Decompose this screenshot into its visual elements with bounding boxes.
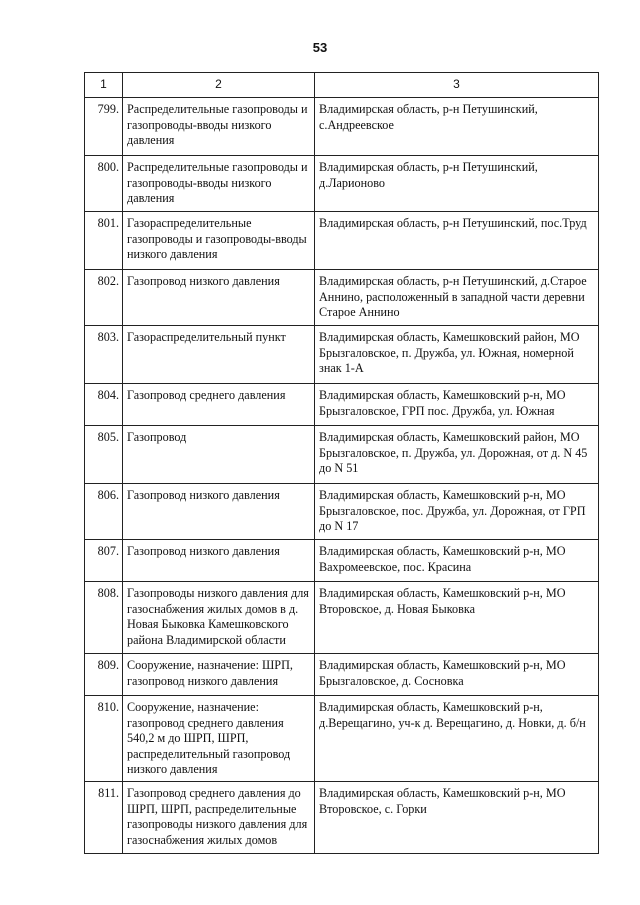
row-number: 805. <box>85 426 123 484</box>
row-number: 802. <box>85 270 123 326</box>
object-address: Владимирская область, Камешковский р-н, МО Второвское, с. Горки <box>315 782 599 854</box>
row-number: 801. <box>85 212 123 270</box>
row-number: 806. <box>85 484 123 540</box>
object-name: Газопровод среднего давления до ШРП, ШРП, распределительные газопроводы низкого давления для газоснабжения жилых домов <box>123 782 315 854</box>
row-number: 811. <box>85 782 123 854</box>
row-number: 810. <box>85 696 123 782</box>
table-row <box>85 326 599 384</box>
table-body <box>85 98 599 854</box>
table-header-row <box>85 73 599 98</box>
table-row <box>85 582 599 654</box>
page-number: 53 <box>312 40 328 55</box>
object-name: Газопроводы низкого давления для газоснабжения жилых домов в д. Новая Быковка Камешковского района Владимирской области <box>123 582 315 654</box>
object-address: Владимирская область, р-н Петушинский, д.Старое Аннино, расположенный в западной части деревни Старое Аннино <box>315 270 599 326</box>
object-address: Владимирская область, Камешковский р-н, МО Вахромеевское, пос. Красина <box>315 540 599 582</box>
register-table <box>84 72 599 854</box>
row-number: 809. <box>85 654 123 696</box>
object-name: Газопровод низкого давления <box>123 270 315 326</box>
table-row <box>85 484 599 540</box>
object-name: Сооружение, назначение: ШРП, газопровод низкого давления <box>123 654 315 696</box>
object-address: Владимирская область, р-н Петушинский, с.Андреевское <box>315 98 599 156</box>
object-address: Владимирская область, Камешковский р-н, МО Брызгаловское, ГРП пос. Дружба, ул. Южная <box>315 384 599 426</box>
object-name: Газопровод низкого давления <box>123 484 315 540</box>
table-row <box>85 98 599 156</box>
row-number: 803. <box>85 326 123 384</box>
table-row <box>85 270 599 326</box>
object-name: Газораспределительный пункт <box>123 326 315 384</box>
object-address: Владимирская область, Камешковский р-н, МО Брызгаловское, пос. Дружба, ул. Дорожная, от ГРП до N 17 <box>315 484 599 540</box>
row-number: 799. <box>85 98 123 156</box>
row-number: 804. <box>85 384 123 426</box>
column-header-number: 1 <box>85 73 123 98</box>
table-row <box>85 156 599 212</box>
object-address: Владимирская область, Камешковский р-н, д.Верещагино, уч-к д. Верещагино, д. Новки, д. б/н <box>315 696 599 782</box>
table-row <box>85 426 599 484</box>
table-row <box>85 212 599 270</box>
row-number: 808. <box>85 582 123 654</box>
object-address: Владимирская область, р-н Петушинский, д.Ларионово <box>315 156 599 212</box>
table-row <box>85 696 599 782</box>
object-name: Газораспределительные газопроводы и газопроводы-вводы низкого давления <box>123 212 315 270</box>
table-row <box>85 782 599 854</box>
object-name: Газопровод низкого давления <box>123 540 315 582</box>
row-number: 807. <box>85 540 123 582</box>
object-name: Сооружение, назначение: газопровод среднего давления 540,2 м до ШРП, ШРП, распределительный газопровод низкого давления <box>123 696 315 782</box>
object-address: Владимирская область, Камешковский район, МО Брызгаловское, п. Дружба, ул. Южная, номерной знак 1-А <box>315 326 599 384</box>
object-name: Газопровод среднего давления <box>123 384 315 426</box>
object-address: Владимирская область, Камешковский р-н, МО Второвское, д. Новая Быковка <box>315 582 599 654</box>
object-name: Распределительные газопроводы и газопроводы-вводы низкого давления <box>123 156 315 212</box>
column-header-address: 3 <box>315 73 599 98</box>
object-name: Газопровод <box>123 426 315 484</box>
table-row <box>85 384 599 426</box>
object-address: Владимирская область, Камешковский р-н, МО Брызгаловское, д. Сосновка <box>315 654 599 696</box>
object-address: Владимирская область, р-н Петушинский, пос.Труд <box>315 212 599 270</box>
table-row <box>85 540 599 582</box>
row-number: 800. <box>85 156 123 212</box>
object-name: Распределительные газопроводы и газопроводы-вводы низкого давления <box>123 98 315 156</box>
column-header-name: 2 <box>123 73 315 98</box>
object-address: Владимирская область, Камешковский район, МО Брызгаловское, п. Дружба, ул. Дорожная, от д. N 45 до N 51 <box>315 426 599 484</box>
table-row <box>85 654 599 696</box>
